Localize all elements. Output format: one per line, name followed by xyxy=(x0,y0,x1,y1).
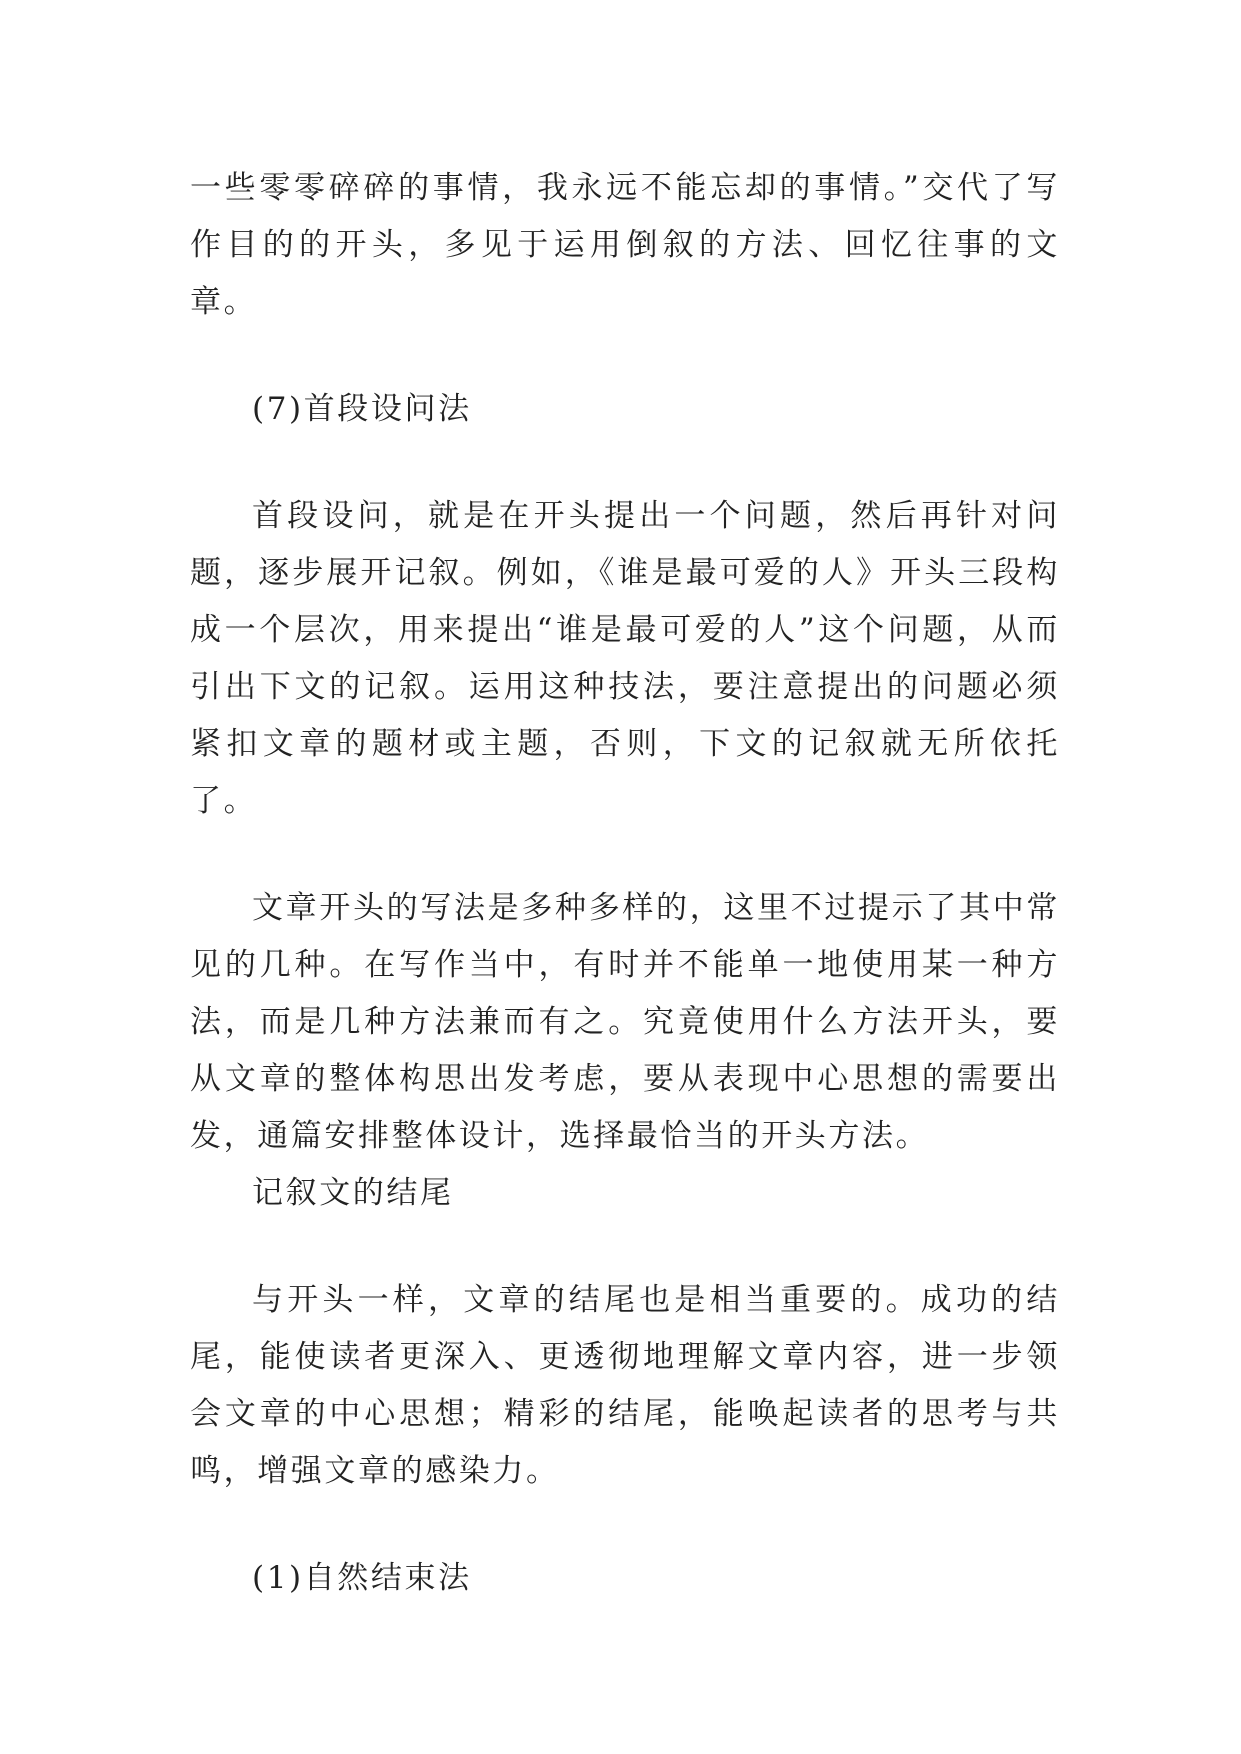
paragraph-question-method: 首段设问，就是在开头提出一个问题，然后再针对问题，逐步展开记叙。例如，《谁是最可爱的人》开头三段构成一个层次，用来提出“谁是最可爱的人”这个问题，从而引出下文的记叙。运用这种技法，要注意提出的问题必须紧扣文章的题材或主题，否则，下文的记叙就无所依托了。 xyxy=(190,498,1060,819)
paragraph-ending-importance: 与开头一样，文章的结尾也是相当重要的。成功的结尾，能使读者更深入、更透彻地理解文章内容，进一步领会文章的中心思想；精彩的结尾，能唤起读者的思考与共鸣，增强文章的感染力。 xyxy=(190,1282,1060,1489)
paragraph-opening-summary: 文章开头的写法是多种多样的，这里不过提示了其中常见的几种。在写作当中，有时并不能单一地使用某一种方法，而是几种方法兼而有之。究竟使用什么方法开头，要从文章的整体构思出发考虑，要从表现中心思想的需要出发，通篇安排整体设计，选择最恰当的开头方法。 xyxy=(190,890,1060,1154)
document-body xyxy=(190,160,1060,1607)
section-heading-ending: 记叙文的结尾 xyxy=(252,1175,454,1211)
section-heading-natural-ending: (1)自然结束法 xyxy=(252,1560,472,1596)
section-heading-first-paragraph-question: (7)首段设问法 xyxy=(252,391,472,427)
paragraph-continuation: 一些零零碎碎的事情，我永远不能忘却的事情。”交代了写作目的的开头，多见于运用倒叙的方法、回忆往事的文章。 xyxy=(190,170,1060,320)
